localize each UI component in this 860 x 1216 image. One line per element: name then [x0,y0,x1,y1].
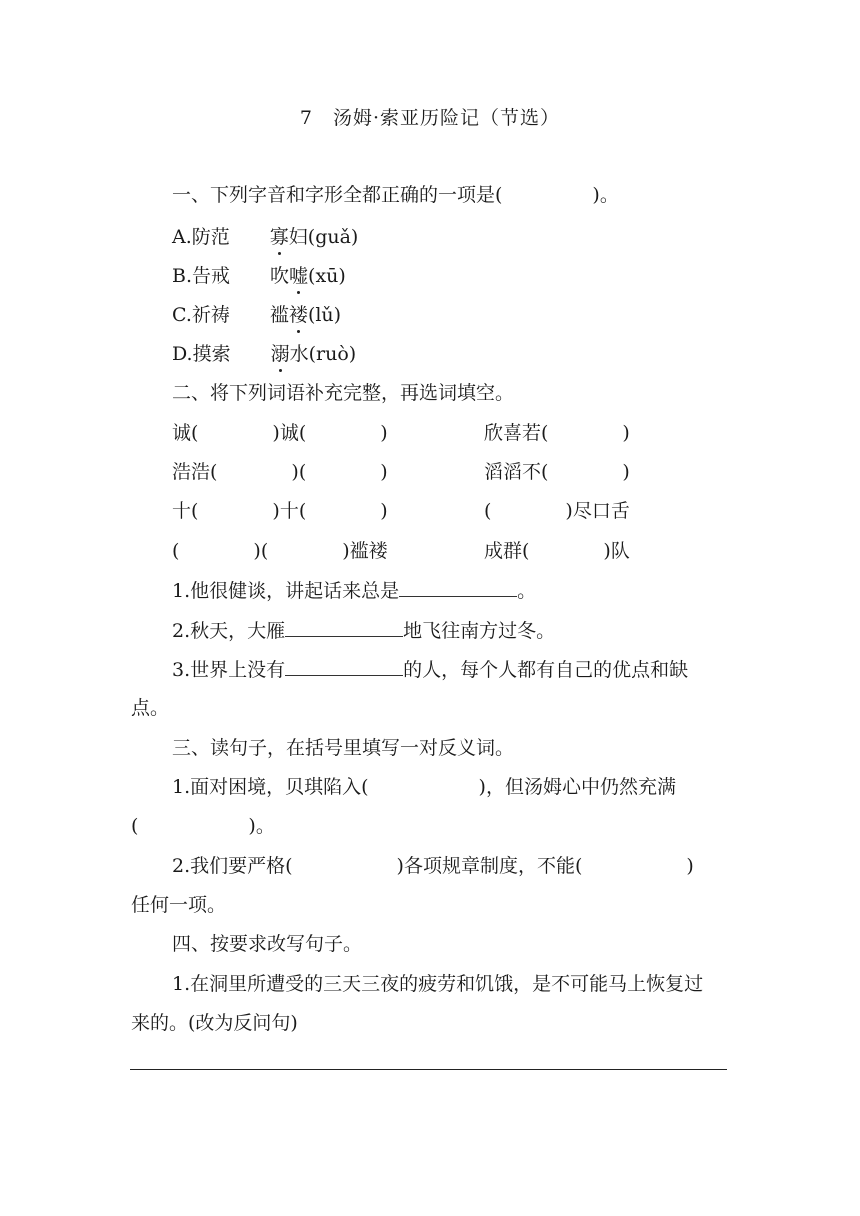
answer-line[interactable] [130,1069,727,1070]
blank-line[interactable] [285,657,403,676]
q3-sentence-1-cont: ( )。 [131,815,275,837]
q2-word-3: 浩浩( )( ) [172,461,388,483]
q2-word-7: ( )( )褴褛 [172,540,388,562]
blank-line[interactable] [399,578,517,597]
q2-word-4: 滔滔不( ) [484,461,630,483]
q2-word-8: 成群( )队 [484,540,630,562]
q3-sentence-2-cont: 任何一项。 [131,894,227,916]
q2-sentence-3-cont: 点。 [131,697,170,719]
q2-stem: 二、将下列词语补充完整，再选词填空。 [172,382,515,404]
q4-stem: 四、按要求改写句子。 [172,933,363,955]
q2-word-2: 欣喜若( ) [484,422,630,444]
q1-option-b: B.告戒 吹嘘(xū) [172,265,346,287]
q1-stem: 一、下列字音和字形全都正确的一项是( )。 [172,184,619,206]
q2-sentence-3: 3.世界上没有 的人，每个人都有自己的优点和缺 [172,659,689,681]
q2-word-1: 诚( )诚( ) [172,422,388,444]
q2-sentence-1: 1.他很健谈，讲起话来总是 。 [172,580,537,602]
q4-sentence-1: 1.在洞里所遭受的三天三夜的疲劳和饥饿，是不可能马上恢复过 [172,973,704,995]
q3-sentence-1: 1.面对困境，贝琪陷入( )，但汤姆心中仍然充满 [172,776,676,798]
q4-sentence-1-cont: 来的。(改为反问句) [131,1012,298,1034]
q2-word-5: 十( )十( ) [172,500,388,522]
lesson-title: 7 汤姆·索亚历险记（节选） [299,107,561,129]
q1-option-c: C.祈祷 褴褛(lǔ) [172,304,342,326]
q2-word-6: ( )尽口舌 [484,500,630,522]
q1-option-a: A.防范 寡妇(guǎ) [172,226,359,248]
q2-sentence-2: 2.秋天，大雁 地飞往南方过冬。 [172,620,556,642]
blank-line[interactable] [285,618,403,637]
q3-stem: 三、读句子，在括号里填写一对反义词。 [172,737,515,759]
q1-option-d: D.摸索 溺水(ruò) [172,343,357,365]
q3-sentence-2: 2.我们要严格( )各项规章制度，不能( ) [172,855,694,877]
